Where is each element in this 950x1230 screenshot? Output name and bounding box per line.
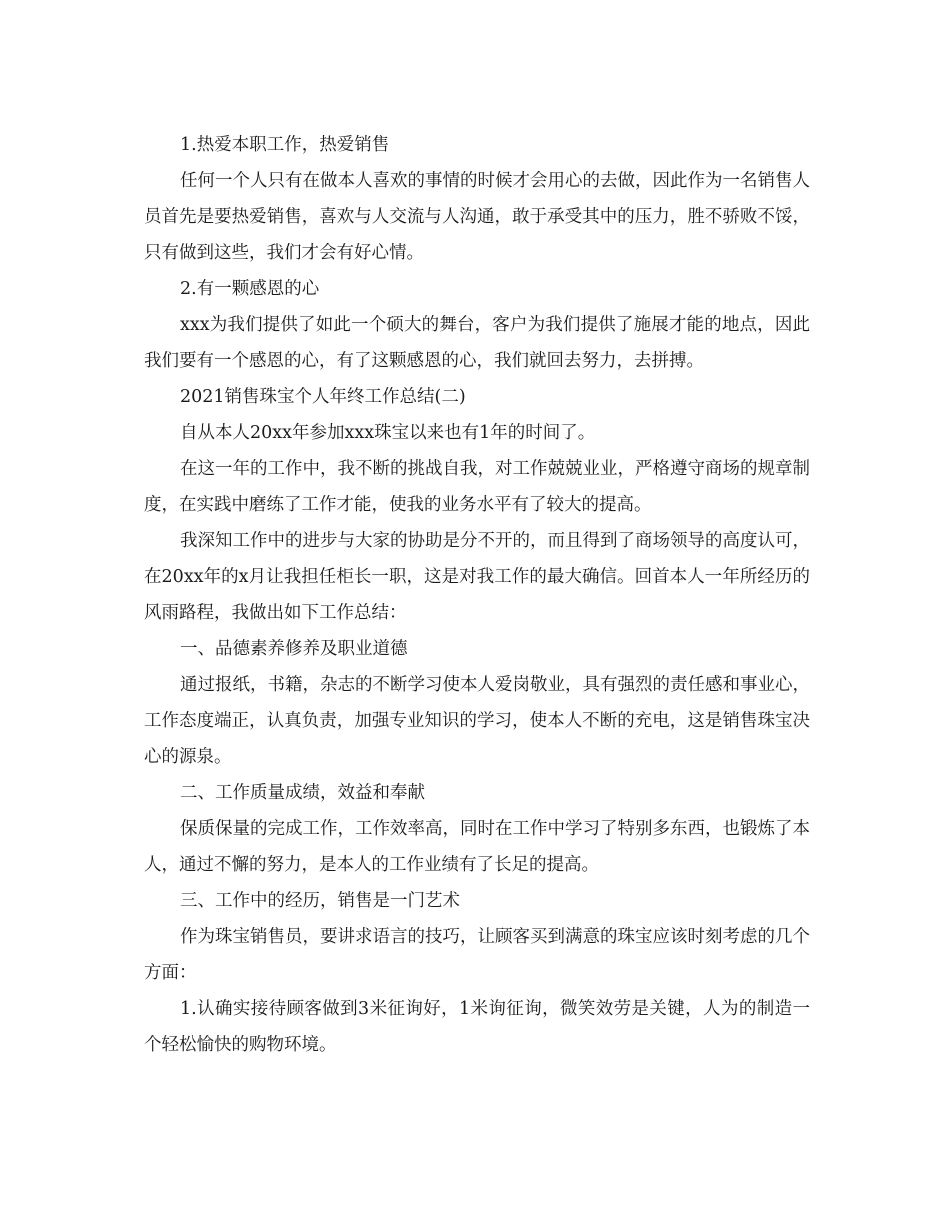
document-body <box>144 127 810 1063</box>
list-item-reception: 1.认确实接待顾客做到3米征询好，1米询征询，微笑效劳是关键，人为的制造一个轻松愉快的购物环境。 <box>144 999 810 1055</box>
paragraph-joined: 自从本人20xx年参加xxx珠宝以来也有1年的时间了。 <box>180 423 596 443</box>
paragraph-progress: 我深知工作中的进步与大家的协助是分不开的，而且得到了商场领导的高度认可，在20xx年的x月让我担任柜长一职，这是对我工作的最大确信。回首本人一年所经历的风雨路程，我做出如下工作总结： <box>144 531 810 623</box>
paragraph-grateful: xxx为我们提供了如此一个硕大的舞台，客户为我们提供了施展才能的地点，因此我们要有一个感恩的心，有了这颗感恩的心，我们就回去努力，去拼搏。 <box>144 315 810 371</box>
heading-work-quality: 二、工作质量成绩，效益和奉献 <box>180 783 425 803</box>
paragraph-study: 通过报纸，书籍，杂志的不断学习使本人爱岗敬业，具有强烈的责任感和事业心，工作态度端正，认真负责，加强专业知识的学习，使本人不断的充电，这是销售珠宝决心的源泉。 <box>144 675 810 767</box>
paragraph-sales-skills: 作为珠宝销售员，要讲求语言的技巧，让顾客买到满意的珠宝应该时刻考虑的几个方面： <box>144 927 810 983</box>
heading-sales-art: 三、工作中的经历，销售是一门艺术 <box>180 891 460 911</box>
paragraph-this-year: 在这一年的工作中，我不断的挑战自我，对工作兢兢业业，严格遵守商场的规章制度，在实践中磨练了工作才能，使我的业务水平有了较大的提高。 <box>144 459 810 515</box>
heading-love-work: 1.热爱本职工作，热爱销售 <box>180 135 390 155</box>
heading-grateful-heart: 2.有一颗感恩的心 <box>180 279 320 299</box>
heading-moral-quality: 一、品德素养修养及职业道德 <box>180 639 408 659</box>
section-title-summary-two: 2021销售珠宝个人年终工作总结(二) <box>180 387 466 407</box>
paragraph-love-sales: 任何一个人只有在做本人喜欢的事情的时候才会用心的去做，因此作为一名销售人员首先是要热爱销售，喜欢与人交流与人沟通，敢于承受其中的压力，胜不骄败不馁，只有做到这些，我们才会有好心情。 <box>144 171 810 263</box>
paragraph-quality: 保质保量的完成工作，工作效率高，同时在工作中学习了特别多东西，也锻炼了本人，通过不懈的努力，是本人的工作业绩有了长足的提高。 <box>144 819 810 875</box>
